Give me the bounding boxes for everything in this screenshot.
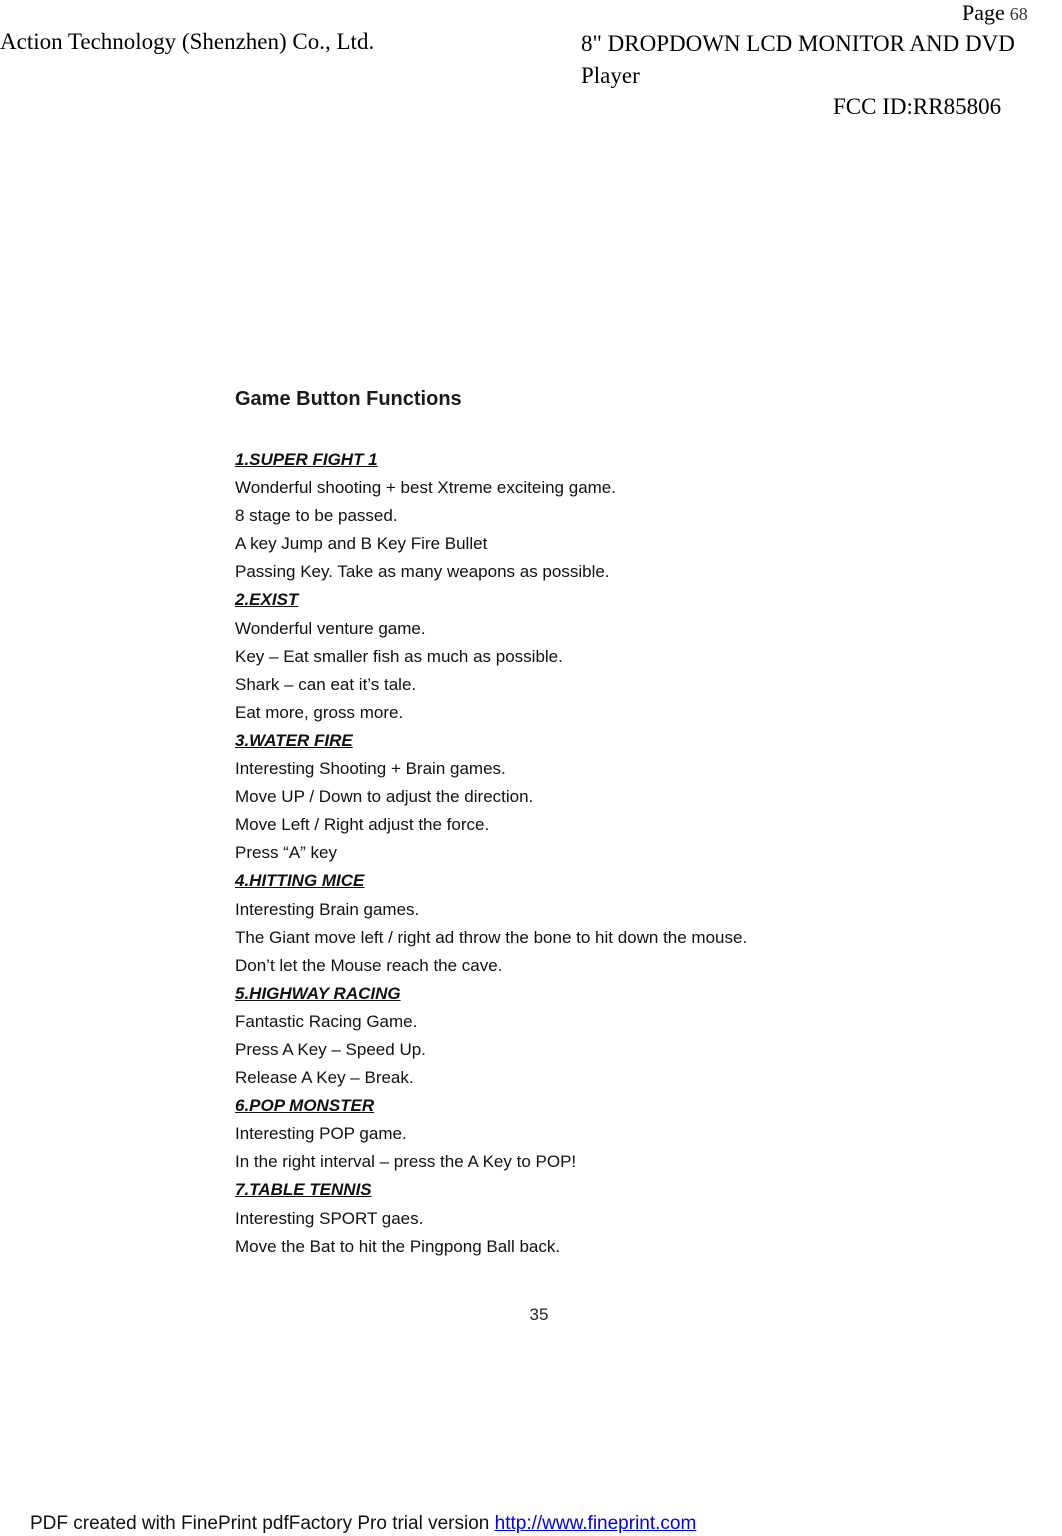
game-description-line: Press A Key – Speed Up. [235, 1039, 426, 1059]
document-body [235, 384, 935, 1261]
game-heading: 6.POP MONSTER [235, 1096, 375, 1116]
game-description-line: Shark – can eat it’s tale. [235, 674, 417, 694]
game-heading: 1.SUPER FIGHT 1 [235, 450, 378, 469]
game-description-line: Interesting SPORT gaes. [235, 1208, 424, 1228]
game-description-line: Interesting Brain games. [235, 899, 420, 919]
game-description-line: Fantastic Racing Game. [235, 1011, 418, 1031]
game-heading: 2.EXIST [235, 590, 299, 610]
game-description-line: 8 stage to be passed. [235, 506, 398, 526]
game-description-line: Move UP / Down to adjust the direction. [235, 787, 534, 807]
game-description-line: Wonderful shooting + best Xtreme exciteing game. [235, 478, 616, 498]
document-page-number: 35 [529, 1305, 549, 1324]
game-description-line: Don’t let the Mouse reach the cave. [235, 955, 503, 975]
game-heading: 4.HITTING MICE [235, 871, 365, 891]
page-label: Page [962, 0, 1005, 25]
game-description-line: Interesting Shooting + Brain games. [235, 759, 506, 779]
game-description-line: Passing Key. Take as many weapons as possible. [235, 562, 610, 582]
game-description-line: Key – Eat smaller fish as much as possible. [235, 646, 563, 666]
document-title: Game Button Functions [235, 388, 462, 410]
fcc-id: FCC ID:RR85806 [833, 94, 1002, 119]
footer-text: PDF created with FinePrint pdfFactory Pro trial version [30, 1513, 490, 1534]
game-description-line: Eat more, gross more. [235, 702, 404, 722]
game-heading: 3.WATER FIRE [235, 730, 353, 750]
game-heading: 5.HIGHWAY RACING [235, 983, 401, 1003]
game-heading: 7.TABLE TENNIS [235, 1180, 372, 1200]
game-description-line: In the right interval – press the A Key to POP! [235, 1152, 577, 1172]
product-title: 8" DROPDOWN LCD MONITOR AND DVD Player [581, 31, 1015, 88]
fineprint-link[interactable]: http://www.fineprint.com [494, 1513, 697, 1534]
game-description-line: A key Jump and B Key Fire Bullet [235, 534, 488, 554]
game-description-line: Move the Bat to hit the Pingpong Ball back. [235, 1236, 561, 1256]
game-description-line: Release A Key – Break. [235, 1068, 414, 1088]
company-name: Action Technology (Shenzhen) Co., Ltd. [0, 29, 375, 54]
game-description-line: Press “A” key [235, 843, 338, 863]
game-description-line: Wonderful venture game. [235, 618, 426, 638]
games-list [235, 446, 935, 1261]
game-description-line: The Giant move left / right ad throw the bone to hit down the mouse. [235, 927, 748, 947]
game-description-line: Move Left / Right adjust the force. [235, 815, 490, 835]
pdf-footer [30, 1512, 696, 1536]
game-description-line: Interesting POP game. [235, 1124, 407, 1144]
page-indicator [962, 0, 1028, 27]
page-number: 68 [1009, 4, 1028, 24]
